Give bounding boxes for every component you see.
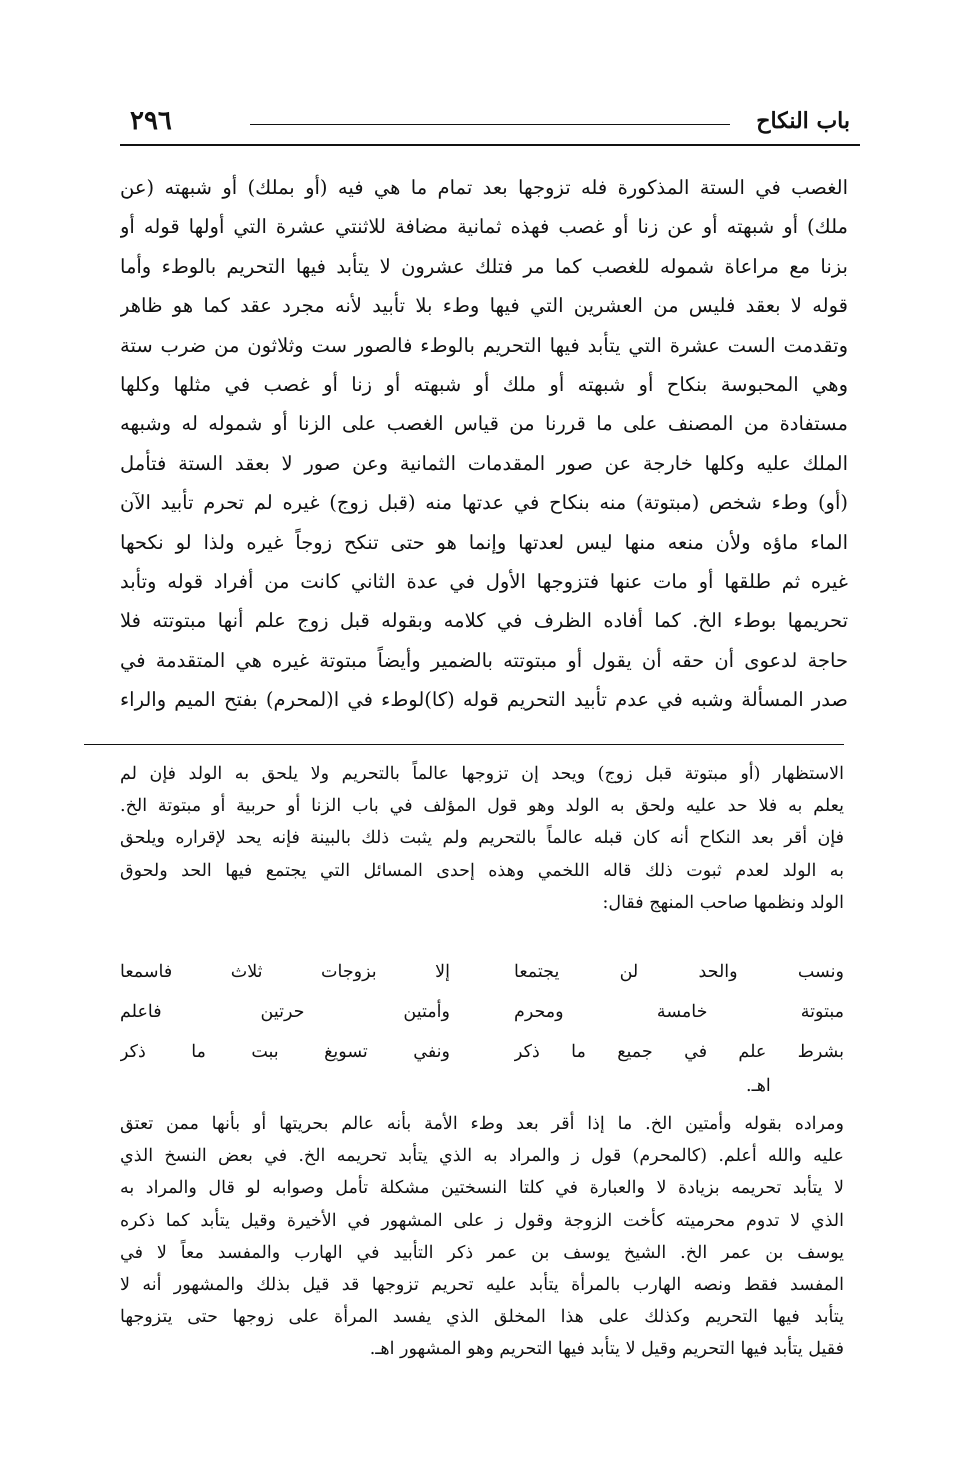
- footnote-line: فإن أقر بعد النكاح أنه كان قبله عالماً بالتحريم ولم يثبت ذلك بالبينة فإنه يحد لإقراره ويلحق: [120, 828, 844, 849]
- footnote-continuation: [120, 1108, 844, 1366]
- main-line: (أو) وطء شخص (مبتوتة) منه بنكاح في عدتها منه (قبل زوج) غيره لم تحرم تأبيد الآن: [120, 491, 848, 515]
- footnote-separator: [84, 744, 844, 745]
- main-line: وتقدمت الست عشرة التي يتأبد فيها التحريم بالوطء فالصور ست وثلاثون من ضرب ستة: [120, 333, 848, 357]
- main-line: مستفادة من المصنف على ما قررنا من قياس الغصب على الزنا أو شموله له وشبهه: [120, 412, 848, 436]
- footnote-line: فقيل يتأبد فيها التحريم وقيل لا يتأبد فيها التحريم وهو المشهور اهـ.: [369, 1339, 844, 1360]
- page-header: [120, 108, 860, 148]
- chapter-title: باب النكاح: [756, 108, 850, 134]
- main-line: حاجة لدعوى أن حقه أن يقول أو مبتوتته بالضمير وأيضاً مبتوتة غيره هي المتقدمة في: [120, 648, 848, 672]
- poem-hemistich-first: مبتوتة خامسة ومحرم: [514, 1002, 844, 1022]
- footnote-line: به الولد لعدم ثبوت ذلك قاله اللخمي وهذه إحدى المسائل التي يجتمع فيها الحد ولحوق: [120, 860, 844, 881]
- poem-verse: [120, 1032, 844, 1072]
- main-line: غيره ثم طلقها أو مات عنها فتزوجها الأول في عدة الثاني كانت من أفراد قوله وتأبد: [120, 570, 848, 594]
- poem-hemistich-second: ونفي تسويغ ببت ما ذكر: [120, 1042, 450, 1062]
- main-line: وهي المحبوسة بنكاح أو شبهته أو ملك أو شبهته أو زنا أو غصب في مثلها وكلها: [120, 373, 848, 397]
- footnote-line: يتأبد فيها التحريم وكذلك على هذا المخلق الذي يفسد المرأة على زوجها حتى يتزوجها: [120, 1307, 844, 1328]
- poem-hemistich-second: وأمتين حرتين فاعلم: [120, 1002, 450, 1022]
- footnote-line: عليه والله أعلم. (كالمحرم) قول ز والمراد به الذي يتأبد تحريمه الخ. في بعض النسخ الذي: [120, 1146, 844, 1167]
- footnote-text: [120, 758, 844, 919]
- footnote-line: الذي لا تدوم محرميته كأخت الزوجة وقول ز على المشهور في الأخيرة وقيل يتأبد كما ذكره: [120, 1210, 844, 1231]
- poem-verse: [120, 952, 844, 992]
- footnote-line: المفسد فقط ونصه الهارب بالمرأة يتأبد عليه تحريم تزوجها قد قيل بذلك والمشهور أنه لا: [120, 1275, 844, 1296]
- poem-hemistich-second: إلا بزوجات ثلاث فاسمعا: [120, 962, 450, 982]
- header-underline: [120, 144, 860, 146]
- main-text: [120, 168, 848, 720]
- footnote-line: الولد ونظمها صاحب المنهج فقال:: [602, 892, 844, 913]
- header-rule: [250, 124, 730, 125]
- main-line: بزنا مع مراعاة شموله للغصب كما مر فتلك عشرون لا يتأبد فيها التحريم بالوطء وأما: [120, 254, 848, 278]
- main-line: الملك عليه وكلها خارجة عن صور المقدمات الثمانية وعن صور لا بعقد الستة فتأمل: [120, 451, 848, 475]
- footnote-line: يعلم به فلا حد عليه ولحق به الولد وهو قول المؤلف في باب الزنا أو حربية أو مبتوتة الخ.: [120, 796, 844, 817]
- poem-hemistich-first: ونسب والحد لن يجتمعا: [514, 962, 844, 982]
- main-line: تحريمها بوطء الخ. كما أفاده الظرف في كلامه وبقوله قبل زوج علم أنها مبتوتته فلا: [120, 609, 848, 633]
- footnote-line: لا يتأبد تحريمه بزيادة لا والعبارة في كلتا النسختين مشكلة تأمل وصوابه لو قال والمراد به: [120, 1178, 844, 1199]
- poem-end-mark: اهـ.: [746, 1076, 771, 1096]
- poem-hemistich-first: بشرط علم في جميع ما ذكر: [514, 1042, 844, 1062]
- page-number: ٢٩٦: [130, 106, 172, 136]
- main-line: ملك) أو شبهته أو عن زنا أو غصب فهذه ثمانية مضافة للاثنتي عشرة التي أولها قوله أو: [120, 215, 848, 239]
- footnote-line: يوسف بن عمر الخ. الشيخ يوسف بن عمر ذكر التأبيد في الهارب والمفسد معاً لا في: [120, 1242, 844, 1263]
- main-line: صدر المسألة وشبه في عدم تأبيد التحريم قوله (كا)لوطء في ا(لمحرم) بفتح الميم والراء: [120, 688, 848, 712]
- main-line: الغصب في الستة المذكورة فله تزوجها بعد تمام ما هي فيه (أو بملك) أو شبهته (عن: [120, 176, 848, 199]
- footnote-line: الاستظهار (أو مبتوتة قبل زوج) ويحد إن تزوجها عالماً بالتحريم ولا يلحق به الولد فإن لم: [120, 764, 844, 784]
- main-line: الماء ماؤه ولأن منعه منها ليس لعدتها وإنما هو حتى تنكح زوجاً غيره ولذا لو نكحها: [120, 530, 848, 554]
- footnote-line: ومراده بقوله وأمتين الخ. ما إذا أقر بعد وطء الأمة بأنه عالم بحريتها أو بأنها ممن تعتق: [120, 1114, 844, 1134]
- poem-verses: [120, 952, 844, 1072]
- poem-verse: [120, 992, 844, 1032]
- main-line: قوله لا بعقد فليس من العشرين التي فيها وطء بلا تأبيد لأنه مجرد عقد كما هو ظاهر: [120, 294, 848, 318]
